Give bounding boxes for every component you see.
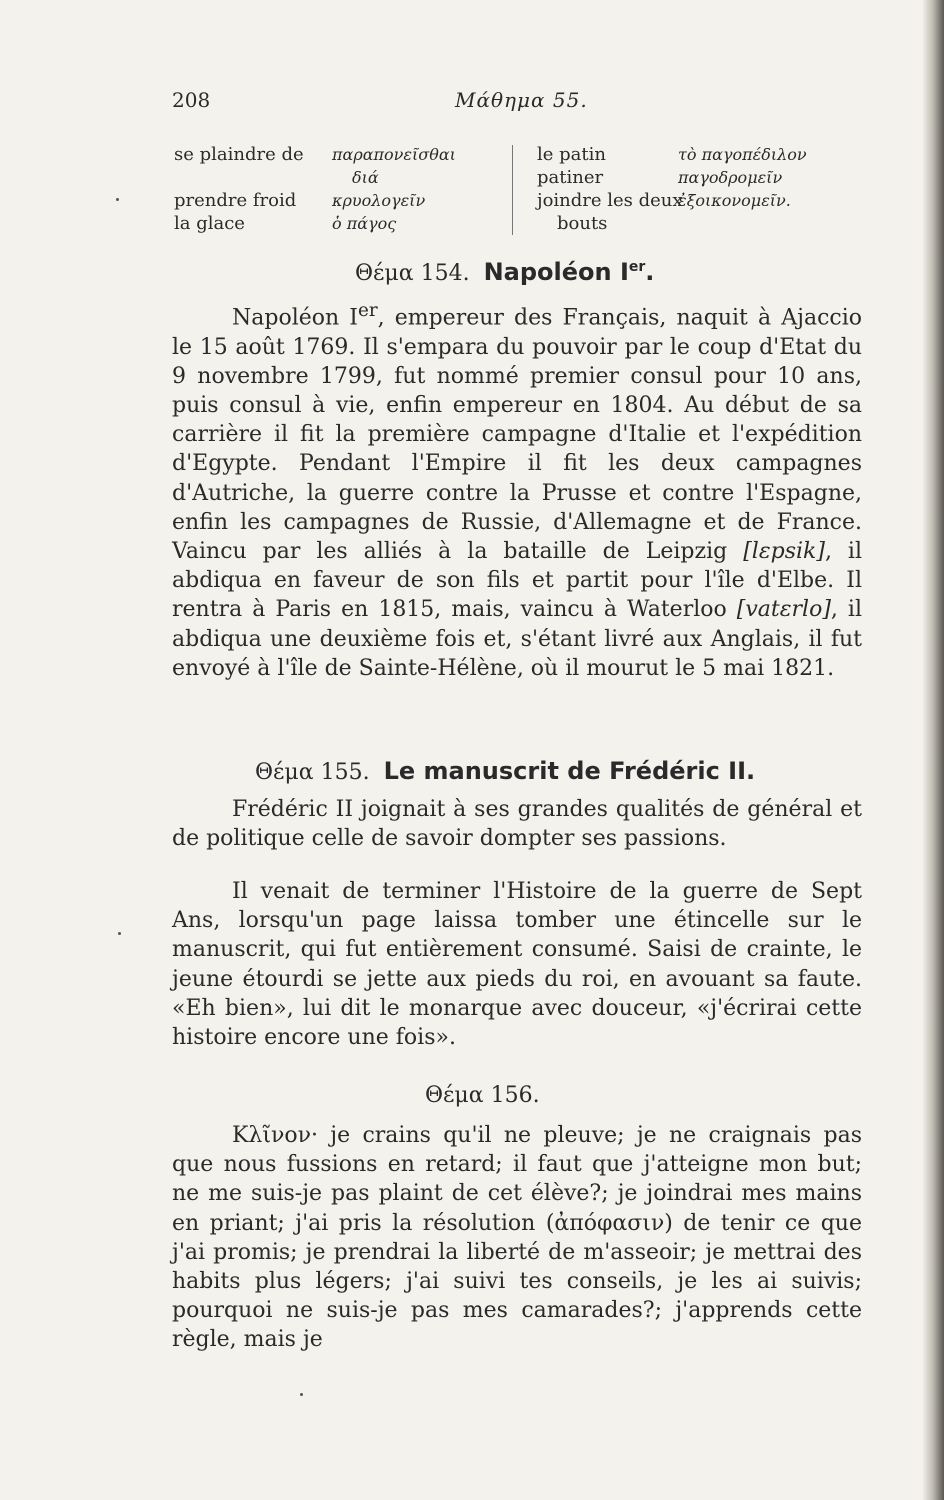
- scan-speck: [116, 198, 119, 201]
- vocab-term: prendre froid: [174, 190, 297, 211]
- vocab-right-french: [537, 143, 683, 235]
- page-number: 208: [172, 88, 211, 112]
- vocab-translation: ἐξοικονομεῖν.: [678, 191, 791, 210]
- vocab-left-french: [174, 143, 304, 235]
- page-header: [172, 88, 864, 116]
- theme-155-heading: [255, 757, 755, 785]
- vocab-term: patiner: [537, 167, 604, 188]
- column-divider: [512, 145, 513, 235]
- theme-title: Le manuscrit de Frédéric II.: [383, 757, 756, 785]
- theme-label: Θέμα 154.: [355, 261, 470, 286]
- theme-156-heading: [425, 1083, 540, 1108]
- theme-154-heading: [355, 258, 654, 286]
- vocab-translation: παγοδρομεῖν: [678, 168, 783, 187]
- theme-label: Θέμα 156.: [425, 1083, 540, 1108]
- vocabulary-table: [172, 143, 862, 243]
- vocab-translation: ὁ πάγος: [332, 214, 397, 233]
- vocab-term: le patin: [537, 144, 606, 165]
- vocab-term: bouts: [557, 213, 608, 234]
- vocab-right-greek: [678, 143, 807, 212]
- pronunciation-leipzig: [lεpsik]: [743, 538, 825, 564]
- theme-156-text: Κλῖνον· je crains qu'il ne pleuve; je ne craignais pas que nous fussions en retard; il faut que j'atteigne mon but; ne me suis-je pas plaint de cet élève?; je joindrai mes mains en priant; j'ai pris la résolution (ἀπόφασιν) de tenir ce que j'ai promis; je prendrai la liberté de m'asseoir; je mettrai des habits plus légers; j'ai suivi tes conseils, je les ai suivis; pourquoi ne suis-je pas mes camarades?; j'apprends cette règle, mais je: [172, 1123, 862, 1353]
- theme-label: Θέμα 155.: [255, 760, 370, 785]
- vocab-left-greek: [332, 143, 456, 235]
- scan-speck: [118, 932, 121, 935]
- theme-154-text: Napoléon Ier, empereur des Français, naquit à Ajaccio le 15 août 1769. Il s'empara du pouvoir par le coup d'Etat du 9 novembre 1799, fut nommé premier consul pour 10 ans, puis consul à vie, enfin empereur en 1804. Au début de sa carrière il fit la première campagne d'Italie et l'expédition d'Egypte. Pendant l'Empire il fit les deux campagnes d'Autriche, la guerre contre la Prusse et contre l'Espagne, enfin les campagnes de Russie, d'Allemagne et de France. Vaincu par les alliés à la bataille de Leipzig [lεpsik], il abdiqua en faveur de son fils et partit pour l'île d'Elbe. Il rentra à Paris en 1815, mais, vaincu à Waterloo [vatεrlo], il abdiqua une deuxième fois et, s'étant livré aux Anglais, il fut envoyé à l'île de Sainte-Hélène, où il mourut le 5 mai 1821.: [172, 300, 862, 681]
- theme-155-paragraph-2: Il venait de terminer l'Histoire de la guerre de Sept Ans, lorsqu'un page laissa tomber une étincelle sur le manuscrit, qui fut entièrement consumé. Saisi de crainte, le jeune étourdi se jette aux pieds du roi, en avouant sa faute. «Eh bien», lui dit le monarque avec douceur, «j'écrirai cette histoire encore une fois».: [172, 879, 862, 1051]
- pronunciation-waterloo: [vatεrlo]: [736, 597, 831, 623]
- vocab-translation: διά: [352, 168, 379, 187]
- theme-title: Napoléon Ier.: [483, 258, 655, 286]
- page-edge-shadow: [922, 0, 944, 1500]
- vocab-translation: παραπονεῖσθαι: [332, 145, 456, 164]
- vocab-term: se plaindre de: [174, 144, 304, 165]
- greek-gloss: (ἀπόφασιν): [545, 1210, 673, 1236]
- vocab-translation: κρυολογεῖν: [332, 191, 426, 210]
- running-title: Μάθημα 55.: [455, 88, 588, 112]
- vocab-term: joindre les deux: [537, 190, 683, 211]
- vocab-term: [174, 166, 304, 189]
- theme-155-paragraph-1: Frédéric II joignait à ses grandes qualités de général et de politique celle de savoir dompter ses passions.: [172, 797, 862, 852]
- vocab-term: la glace: [174, 213, 245, 234]
- vocab-translation: τὸ παγοπέδιλον: [678, 145, 807, 164]
- scan-speck: [300, 1393, 303, 1396]
